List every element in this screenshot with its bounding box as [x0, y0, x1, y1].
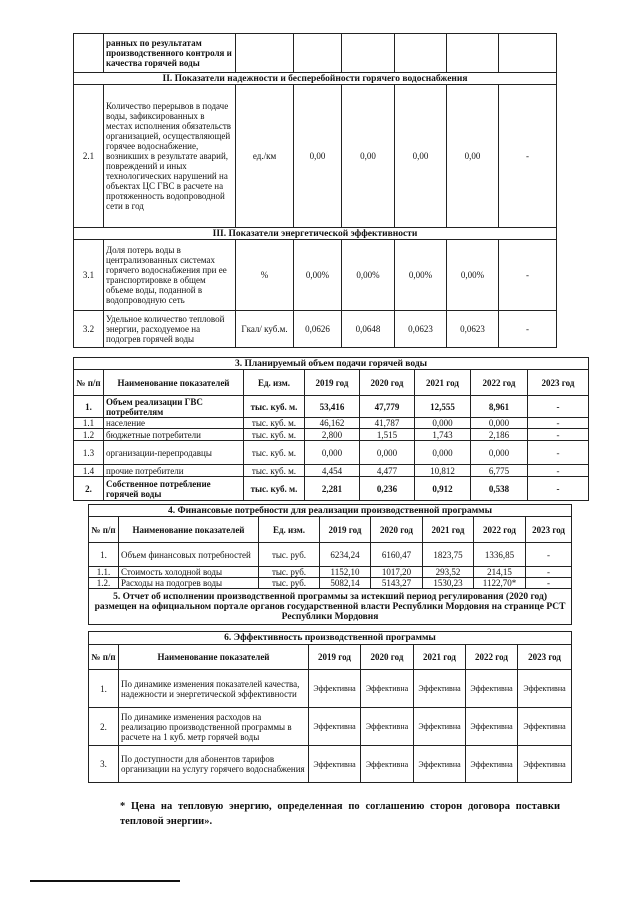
- section-2-title: II. Показатели надежности и бесперебойности горячего водоснабжения: [74, 73, 557, 85]
- table-row: 2. По динамике изменения расходов на реализацию производственной программы в расчете на 1 куб. метр горячей воды Эффективна Эффективна Эффективна Эффективна Эффективна: [89, 708, 572, 746]
- indicators-table: [73, 33, 557, 348]
- table-row: 1.2 бюджетные потребители тыс. куб. м. 2,800 1,515 1,743 2,186 -: [74, 429, 589, 441]
- table-row: 1.2. Расходы на подогрев воды тыс. руб. 5082,14 5143,27 1530,23 1122,70* -: [89, 578, 572, 589]
- table-row: 1.4 прочие потребители тыс. куб. м. 4,454 4,477 10,812 6,775 -: [74, 465, 589, 477]
- continued-row: [74, 34, 557, 73]
- table-row: 3. По доступности для абонентов тарифов организации на услугу горячего водоснабжения Эффективна Эффективна Эффективна Эффективна Эффективна: [89, 746, 572, 783]
- financial-table: [88, 504, 572, 625]
- section-3-volume-title: 3. Планируемый объем подачи горячей воды: [74, 358, 589, 370]
- table-row: 3.1 Доля потерь воды в централизованных системах горячего водоснабжения при ее транспортировке в общем объеме воды, поданной в водопроводную сеть % 0,00% 0,00% 0,00% 0,00% -: [74, 240, 557, 311]
- table-header-row: № п/п Наименование показателей Ед. изм. 2019 год 2020 год 2021 год 2022 год 2023 год: [89, 517, 572, 543]
- table-row: 1. По динамике изменения показателей качества, надежности и энергетической эффективности Эффективна Эффективна Эффективна Эффективна Эффективна: [89, 670, 572, 708]
- table-row: 2. Собственное потребление горячей воды тыс. куб. м. 2,281 0,236 0,912 0,538 -: [74, 477, 589, 501]
- planned-volume-table: [73, 357, 589, 501]
- table-row: 1.1. Стоимость холодной воды тыс. руб. 1152,10 1017,20 293,52 214,15 -: [89, 567, 572, 578]
- section-6-title: 6. Эффективность производственной программы: [89, 632, 572, 645]
- footnote: * Цена на тепловую энергию, определенная по соглашению сторон договора поставки тепловой энергии».: [120, 801, 560, 827]
- table-row: 3.2 Удельное количество тепловой энергии, расходуемое на подогрев горячей воды Гкал/ куб.м. 0,0626 0,0648 0,0623 0,0623 -: [74, 311, 557, 348]
- section-4-title: 4. Финансовые потребности для реализации производственной программы: [89, 505, 572, 517]
- section-5-report: 5. Отчет об исполнении производственной программы за истекший период регулирования (2020 год) размещен на официальном портале органов государственной власти Республики Мордовия на странице РСТ Республики Мордовия: [89, 589, 572, 625]
- table-row: 2.1 Количество перерывов в подаче воды, зафиксированных в местах исполнения обязательств организацией, осуществляющей горячее водоснабжение, возникших в результате аварий, повреждений и иных технологических нарушений на объектах ЦС ГВС в расчете на протяженность водопроводной сети в год ед./км 0,00 0,00 0,00 0,00 -: [74, 85, 557, 228]
- section-3-title: III. Показатели энергетической эффективности: [74, 228, 557, 240]
- continued-text: ранных по результатам производственного контроля и качества горячей воды: [104, 34, 236, 73]
- table-row: 1.3 организации-перепродавцы тыс. куб. м. 0,000 0,000 0,000 0,000 -: [74, 441, 589, 465]
- table-header-row: № п/п Наименование показателей Ед. изм. 2019 год 2020 год 2021 год 2022 год 2023 год: [74, 370, 589, 396]
- table-header-row: № п/п Наименование показателей 2019 год 2020 год 2021 год 2022 год 2023 год: [89, 645, 572, 670]
- footnote-separator-line: [30, 880, 180, 882]
- table-row: 1. Объем реализации ГВС потребителям тыс. куб. м. 53,416 47,779 12,555 8,961 -: [74, 396, 589, 418]
- efficiency-table: [88, 631, 572, 783]
- table-row: 1.1 население тыс. куб. м. 46,162 41,787 0,000 0,000 -: [74, 418, 589, 429]
- table-row: 1. Объем финансовых потребностей тыс. руб. 6234,24 6160,47 1823,75 1336,85 -: [89, 543, 572, 567]
